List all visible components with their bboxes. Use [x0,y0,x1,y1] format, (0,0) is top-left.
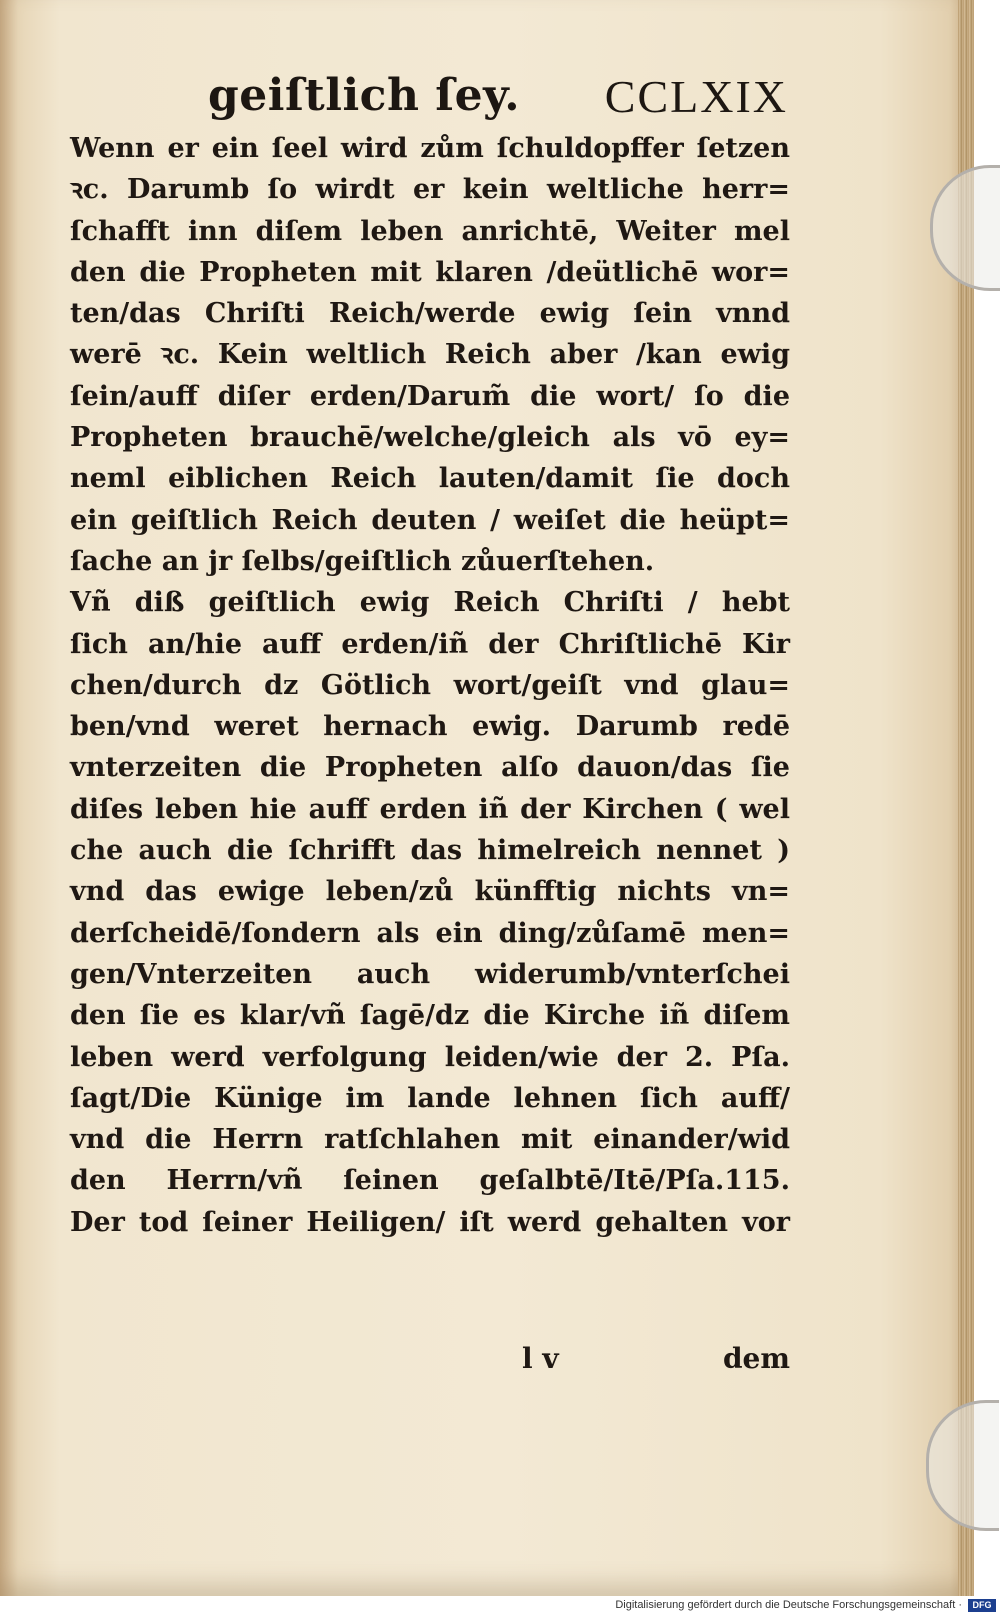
text-line: derſcheidē/ſondern als ein ding/zůſamē men= [70,917,790,949]
text-line: vnd die Herrn ratſchlahen mit einander/wid [70,1124,790,1156]
page-header [208,70,788,130]
funding-credit: Digitalisierung gefördert durch die Deutsche Forschungsgemeinschaft · [615,1599,962,1611]
text-line: den Herrn/vñ ſeinen geſalbtē/Itē/Pſa.115. [70,1165,790,1197]
text-line: ſein/auff diſer erden/Darum̃ die wort/ ſo die [70,380,790,412]
text-line: leben werd verfolgung leiden/wie der 2. Pſa. [70,1041,790,1073]
text-line: Wenn er ein ſeel wird zům ſchuldopffer ſetzen [70,133,790,164]
text-line: che auch die ſchrifft das himelreich nennet ) [70,835,790,867]
text-line: den die Propheten mit klaren /deütlichē wor= [70,256,790,288]
text-line: gen/Vnterzeiten auch widerumb/vnterſchei [70,958,790,990]
signature-mark: l v [522,1342,559,1375]
text-line: ſache an jr ſelbs/geiſtlich zůuerſtehen. [70,545,655,577]
text-line: ſich an/hie auff erden/iñ der Chriſtlichē Kir [70,628,790,660]
text-line: ten/das Chriſti Reich/werde ewig ſein vnnd [70,298,790,330]
text-line: ein geiſtlich Reich deuten / weiſet die heüpt= [70,504,790,536]
text-line: den ſie es klar/vñ ſagē/dz die Kirche iñ diſem [70,1000,790,1032]
text-line: ben/vnd weret hernach ewig. Darumb redē [70,711,790,743]
catchword: dem [722,1342,790,1375]
text-line: vnd das ewige leben/zů künfftig nichts vn= [70,876,790,908]
page-footer [70,1342,790,1382]
text-line: ſagt/Die Künige im lande lehnen ſich auff/ [70,1082,790,1114]
text-line: chen/durch dz Götlich wort/geiſt vnd glau= [70,669,790,701]
text-line: Vñ diß geiſtlich ewig Reich Chriſti / hebt [70,587,790,619]
text-line: Der tod ſeiner Heiligen/ iſt werd gehalten vor [70,1206,790,1238]
text-line: ꝛc. Darumb ſo wirdt er kein weltliche herr= [70,174,790,206]
body-text [70,128,790,1243]
folio-number: CCLXIX [604,71,788,122]
text-line: diſes leben hie auff erden iñ der Kirchen ( wel [70,793,790,825]
text-line: werē ꝛc. Kein weltlich Reich aber /kan ewig [70,339,790,371]
text-line: Propheten brauchē/welche/gleich als vō ey= [70,422,790,454]
credit-bar [0,1596,1000,1616]
text-line: neml eiblichen Reich lauten/damit ſie doch [70,463,790,495]
text-line: vnterzeiten die Propheten alſo dauon/das ſie [70,752,790,784]
text-line: ſchafft inn diſem leben anrichtē, Weiter mel [70,215,790,247]
running-title: geiſtlich ſey. [208,70,521,121]
dfg-logo-icon: DFG [968,1599,996,1612]
